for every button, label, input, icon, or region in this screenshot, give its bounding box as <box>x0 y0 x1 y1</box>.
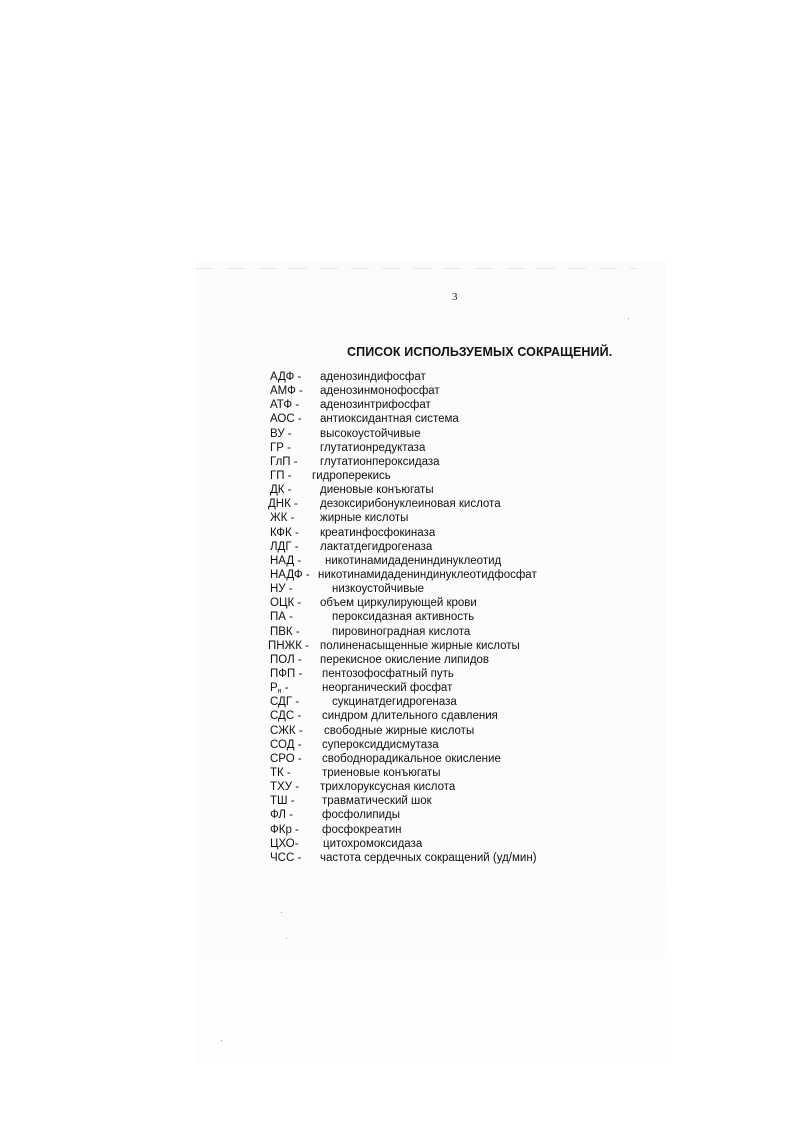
abbreviation-row <box>270 511 570 525</box>
abbreviation-term-text: P <box>270 682 278 695</box>
abbreviation-row <box>270 568 570 582</box>
abbreviation-definition: лактатдегидрогеназа <box>320 540 433 553</box>
abbreviation-term-text: АМФ - <box>270 385 303 398</box>
abbreviation-term-text: КФК - <box>270 526 299 539</box>
abbreviation-row <box>270 582 570 596</box>
abbreviation-term <box>270 695 299 709</box>
abbreviation-definition: трихлоруксусная кислота <box>320 781 456 794</box>
abbreviation-row <box>270 667 570 681</box>
abbreviation-definition: травматический шок <box>322 795 432 808</box>
abbreviation-row <box>270 526 570 540</box>
abbreviation-definition: антиоксидантная система <box>320 413 459 426</box>
abbreviation-term-text: ПФП - <box>270 667 303 680</box>
abbreviation-term <box>270 568 310 582</box>
abbreviation-term <box>270 412 302 426</box>
abbreviation-row <box>270 653 570 667</box>
abbreviation-definition: триеновые конъюгаты <box>322 766 441 779</box>
scan-top-edge <box>196 268 636 269</box>
abbreviation-term-text: НАДФ - <box>270 568 310 581</box>
abbreviation-definition: жирные кислоты <box>320 512 409 525</box>
abbreviation-term-text: СРО - <box>270 752 302 765</box>
abbreviation-row <box>270 808 570 822</box>
abbreviation-term <box>270 455 298 469</box>
abbreviation-row <box>270 441 570 455</box>
abbreviation-term-suffix: - <box>281 682 289 695</box>
abbreviation-term-text: ВУ - <box>270 427 292 440</box>
abbreviation-row <box>270 497 570 511</box>
abbreviation-definition: пероксидазная активность <box>332 611 475 624</box>
abbreviation-definition: глутатионпероксидаза <box>320 455 440 468</box>
abbreviation-definition: синдром длительного сдавления <box>322 710 498 723</box>
abbreviation-term-text: ПОЛ - <box>270 653 302 666</box>
abbreviation-term-text: ТК - <box>270 766 291 779</box>
abbreviation-row <box>270 794 570 808</box>
abbreviation-definition: супероксиддисмутаза <box>322 738 439 751</box>
abbreviation-term-text: ТХУ - <box>270 781 300 794</box>
scan-speck <box>221 1040 222 1041</box>
abbreviation-definition: цитохромоксидаза <box>323 837 423 850</box>
abbreviation-term-text: СДГ - <box>270 696 300 709</box>
abbreviation-term-text: АДФ - <box>270 371 302 383</box>
abbreviation-row <box>270 596 570 610</box>
abbreviation-term <box>268 497 298 511</box>
abbreviation-term <box>270 540 299 554</box>
abbreviation-term <box>270 823 299 837</box>
abbreviation-row <box>270 780 570 794</box>
abbreviation-term <box>270 625 300 639</box>
abbreviation-row <box>270 370 570 384</box>
abbreviation-term <box>270 837 299 851</box>
abbreviation-term-text: ОЦК - <box>270 597 302 610</box>
abbreviation-definition: глутатионредуктаза <box>320 441 426 454</box>
abbreviation-row <box>270 455 570 469</box>
abbreviation-term-text: ПА - <box>270 611 293 624</box>
abbreviation-term-text: ГР - <box>270 441 291 454</box>
abbreviation-term-text: ЧСС - <box>270 851 302 864</box>
abbreviation-row <box>270 554 570 568</box>
abbreviation-definition: свободные жирные кислоты <box>324 724 475 737</box>
abbreviation-row <box>270 837 570 851</box>
abbreviation-definition: дезоксирибонуклеиновая кислота <box>320 498 501 511</box>
abbreviation-term <box>270 752 302 766</box>
abbreviation-term-text: СОД - <box>270 738 302 751</box>
abbreviation-term-text: ПВК - <box>270 625 300 638</box>
abbreviation-term-text: ФКр - <box>270 823 299 836</box>
abbreviation-term <box>270 610 293 624</box>
abbreviation-definition: низкоустойчивые <box>332 583 424 596</box>
abbreviation-term-text: ТШ - <box>270 795 295 808</box>
page-title: СПИСОК ИСПОЛЬЗУЕМЫХ СОКРАЩЕНИЙ. <box>347 345 613 359</box>
abbreviation-term-text: ДК - <box>270 484 292 497</box>
abbreviation-term-text: СЖК - <box>270 724 303 737</box>
abbreviation-term-subscript: н <box>277 688 282 696</box>
abbreviation-term-text: ГП - <box>270 469 292 482</box>
abbreviation-term-text: ГлП - <box>270 455 298 468</box>
abbreviation-definition: фосфолипиды <box>322 809 400 822</box>
abbreviation-term-text: ЛДГ - <box>270 540 299 553</box>
abbreviation-row <box>270 625 570 639</box>
abbreviation-definition: аденозинтрифосфат <box>320 399 431 412</box>
abbreviation-definition: гидроперекись <box>312 469 391 482</box>
abbreviation-row <box>270 483 570 497</box>
abbreviation-definition: неорганический фосфат <box>322 682 453 695</box>
abbreviation-term <box>270 596 301 610</box>
abbreviation-term <box>270 709 301 723</box>
abbreviation-term <box>270 370 301 384</box>
abbreviation-term-text: ПНЖК - <box>268 639 309 652</box>
abbreviation-definition: пентозофосфатный путь <box>322 667 454 680</box>
abbreviation-term-text: ФЛ - <box>270 809 293 822</box>
abbreviation-definition: аденозинмонофосфат <box>320 385 440 398</box>
abbreviation-row <box>270 639 570 653</box>
abbreviation-definition: частота сердечных сокращений (уд/мин) <box>320 851 537 864</box>
abbreviation-definition: диеновые конъюгаты <box>320 484 434 497</box>
abbreviation-term <box>270 582 293 596</box>
abbreviation-row <box>270 738 570 752</box>
abbreviation-term <box>270 511 294 525</box>
abbreviation-term-text: АОС - <box>270 413 302 426</box>
abbreviation-definition: свободнорадикальное окисление <box>322 752 501 765</box>
abbreviation-term <box>270 780 299 794</box>
abbreviation-term-text: ЖК - <box>270 512 295 525</box>
abbreviation-definition: сукцинатдегидрогеназа <box>332 696 457 709</box>
abbreviation-row <box>270 469 570 483</box>
abbreviation-row <box>270 398 570 412</box>
abbreviation-row <box>270 427 570 441</box>
abbreviation-term-text: ЦХО- <box>270 837 299 850</box>
abbreviation-term <box>268 639 309 653</box>
abbreviation-term <box>270 441 291 455</box>
abbreviation-definition: пировиноградная кислота <box>332 625 471 638</box>
abbreviation-definition: никотинамидадениндинуклеотидфосфат <box>318 568 537 581</box>
abbreviation-row <box>270 540 570 554</box>
abbreviation-term-text: НАД - <box>270 554 302 567</box>
abbreviation-row <box>270 823 570 837</box>
abbreviation-term <box>270 653 302 667</box>
abbreviation-row <box>270 695 570 709</box>
abbreviation-term <box>270 724 303 738</box>
abbreviation-definition: высокоустойчивые <box>320 427 421 440</box>
abbreviation-term <box>270 483 292 497</box>
scan-speck <box>286 938 287 939</box>
abbreviation-term <box>270 427 292 441</box>
abbreviation-row <box>270 384 570 398</box>
abbreviation-definition: полиненасыщенные жирные кислоты <box>320 639 520 652</box>
abbreviation-row <box>270 610 570 624</box>
abbreviation-term <box>270 469 292 483</box>
abbreviation-term <box>270 667 302 681</box>
abbreviation-definition: перекисное окисление липидов <box>320 653 490 666</box>
abbreviation-term-text: АТФ - <box>270 399 300 412</box>
abbreviation-definition: объем циркулирующей крови <box>320 597 477 610</box>
abbreviation-term <box>270 398 299 412</box>
abbreviation-definition: креатинфосфокиназа <box>320 526 436 539</box>
abbreviation-term-text: СДС - <box>270 710 302 723</box>
abbreviation-row <box>270 724 570 738</box>
abbreviation-list <box>270 370 570 865</box>
scan-speck <box>628 318 629 319</box>
abbreviation-definition: аденозиндифосфат <box>320 371 426 383</box>
abbreviation-term-text: НУ - <box>270 583 293 596</box>
page-number: 3 <box>452 291 458 303</box>
scan-speck <box>281 912 282 913</box>
abbreviation-term <box>270 766 291 780</box>
abbreviation-definition: фосфокреатин <box>322 823 402 836</box>
abbreviation-row <box>270 752 570 766</box>
abbreviation-row <box>270 681 570 695</box>
abbreviation-term <box>270 794 295 808</box>
abbreviation-term <box>270 554 301 568</box>
abbreviation-term <box>270 384 303 398</box>
abbreviation-term <box>270 526 299 540</box>
abbreviation-row <box>270 412 570 426</box>
abbreviation-definition: никотинамидадениндинуклеотид <box>325 554 502 567</box>
abbreviation-term <box>270 808 293 822</box>
abbreviation-row <box>270 851 570 865</box>
abbreviation-term-text: ДНК - <box>268 498 298 511</box>
abbreviation-term <box>270 738 302 752</box>
abbreviation-row <box>270 709 570 723</box>
abbreviation-row <box>270 766 570 780</box>
abbreviation-term <box>270 851 301 865</box>
